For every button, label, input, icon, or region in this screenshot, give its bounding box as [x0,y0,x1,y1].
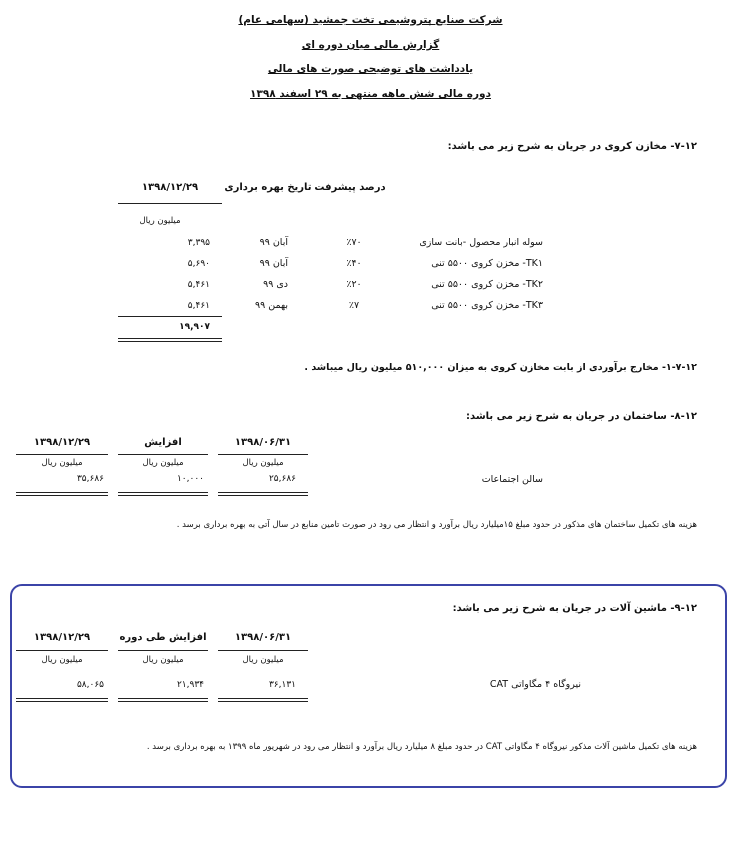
col-start-header: ۱۳۹۸/۰۶/۳۱ [234,437,292,448]
s7-row-label: سوله انبار محصول -بانت سازی [419,237,543,248]
s9-note: هزینه های تکمیل ماشین آلات مذکور نیروگاه ۴ مگاواتی CAT در حدود مبلغ ۸ میلیارد ریال برآورد و انتظار می رود در شهریور ماه ۱۳۹۹ به بهره برداری برسد . [146,742,697,752]
s7-row-date: دی ۹۹ [263,279,288,290]
s7-row-date: آبان ۹۹ [259,237,288,248]
company-name: شرکت صنایع پتروشیمی تخت جمشید (سهامی عام) [238,14,503,26]
header-underline [218,454,308,455]
s7-row-label: TK۱- مخزن کروی ۵۵۰۰ تنی [431,258,543,269]
header-underline [118,454,208,455]
col-start-header: ۱۳۹۸/۰۶/۳۱ [234,632,292,643]
total-double-rule [118,495,208,496]
s7-row-amount: ۵,۴۶۱ [187,301,210,311]
header-underline [218,650,308,651]
notes-title: یادداشت های توضیحی صورت های مالی [267,63,474,75]
s8-increase-value: ۱۰,۰۰۰ [176,474,204,484]
section-7-title: ۷-۱۲- مخازن کروی در جریان به شرح زیر می باشد: [447,141,697,152]
header-underline [118,203,222,204]
s7-row-date: آبان ۹۹ [259,258,288,269]
s9-end-value: ۵۸,۰۶۵ [76,680,104,690]
col-progress-header: درصد پیشرفت [314,182,386,193]
total-double-rule [118,338,222,339]
s7-footnote: ۱-۷-۱۲- مخارج برآوردی از بابت مخازن کروی به میزان ۵۱۰,۰۰۰ میلیون ریال میباشد . [304,362,697,373]
total-double-rule [16,492,108,493]
header-underline [16,454,108,455]
col-end-header: ۱۳۹۸/۱۲/۲۹ [33,437,91,448]
total-double-rule [218,698,308,699]
s7-row-progress: ٪۷ [348,300,360,311]
total-double-rule [218,701,308,702]
unit-label: میلیون ریال [139,216,181,226]
section-8-title: ۸-۱۲- ساختمان در جریان به شرح زیر می باشد: [466,411,697,422]
report-title: گزارش مالی میان دوره ای [301,39,440,51]
total-double-rule [16,701,108,702]
unit-label: میلیون ریال [142,655,184,665]
unit-label: میلیون ریال [41,655,83,665]
total-double-rule [118,492,208,493]
header-underline [118,650,208,651]
total-double-rule [118,341,222,342]
s9-increase-value: ۲۱,۹۳۴ [176,680,204,690]
total-double-rule [118,701,208,702]
period-title: دوره مالی شش ماهه منتهی به ۲۹ اسفند ۱۳۹۸ [250,88,491,100]
unit-label: میلیون ریال [242,655,284,665]
s7-total: ۱۹,۹۰۷ [179,322,210,332]
unit-label: میلیون ریال [41,458,83,468]
s7-row-amount: ۳,۳۹۵ [187,238,210,248]
s7-row-amount: ۵,۶۹۰ [187,259,210,269]
header-underline [16,650,108,651]
s9-start-value: ۳۶,۱۳۱ [268,680,296,690]
total-double-rule [118,698,208,699]
col-end-header: ۱۳۹۸/۱۲/۲۹ [33,632,91,643]
unit-label: میلیون ریال [242,458,284,468]
s7-row-label: TK۳- مخزن کروی ۵۵۰۰ تنی [431,300,543,311]
unit-label: میلیون ریال [142,458,184,468]
total-double-rule [16,698,108,699]
s8-end-value: ۳۵,۶۸۶ [76,474,104,484]
total-double-rule [218,492,308,493]
col-increase-header: افزایش [144,437,182,448]
total-double-rule [218,495,308,496]
s8-row-label: سالن اجتماعات [481,474,543,485]
s8-note: هزینه های تکمیل ساختمان های مذکور در حدود مبلغ ۱۵میلیارد ریال برآورد و انتظار می رود در صورت تامین منابع در سال آتی به بهره برداری برسد . [176,520,697,530]
s7-row-progress: ٪۲۰ [346,279,362,290]
s8-start-value: ۲۵,۶۸۶ [268,474,296,484]
total-double-rule [16,495,108,496]
s9-row-label: نیروگاه ۴ مگاواتی CAT [489,679,581,690]
total-top-rule [118,316,222,317]
s7-row-progress: ٪۴۰ [346,258,362,269]
s7-row-date: بهمن ۹۹ [255,300,288,311]
section-9-title: ۹-۱۲- ماشین آلات در جریان به شرح زیر می باشد: [452,603,697,614]
s7-row-amount: ۵,۴۶۱ [187,280,210,290]
col-increase-header: افزایش طی دوره [119,632,207,643]
s7-row-label: TK۲- مخزن کروی ۵۵۰۰ تنی [431,279,543,290]
col-date-header: تاریخ بهره برداری [224,182,312,193]
s7-row-progress: ٪۷۰ [346,237,362,248]
col-amount-header: ۱۳۹۸/۱۲/۲۹ [141,182,199,193]
